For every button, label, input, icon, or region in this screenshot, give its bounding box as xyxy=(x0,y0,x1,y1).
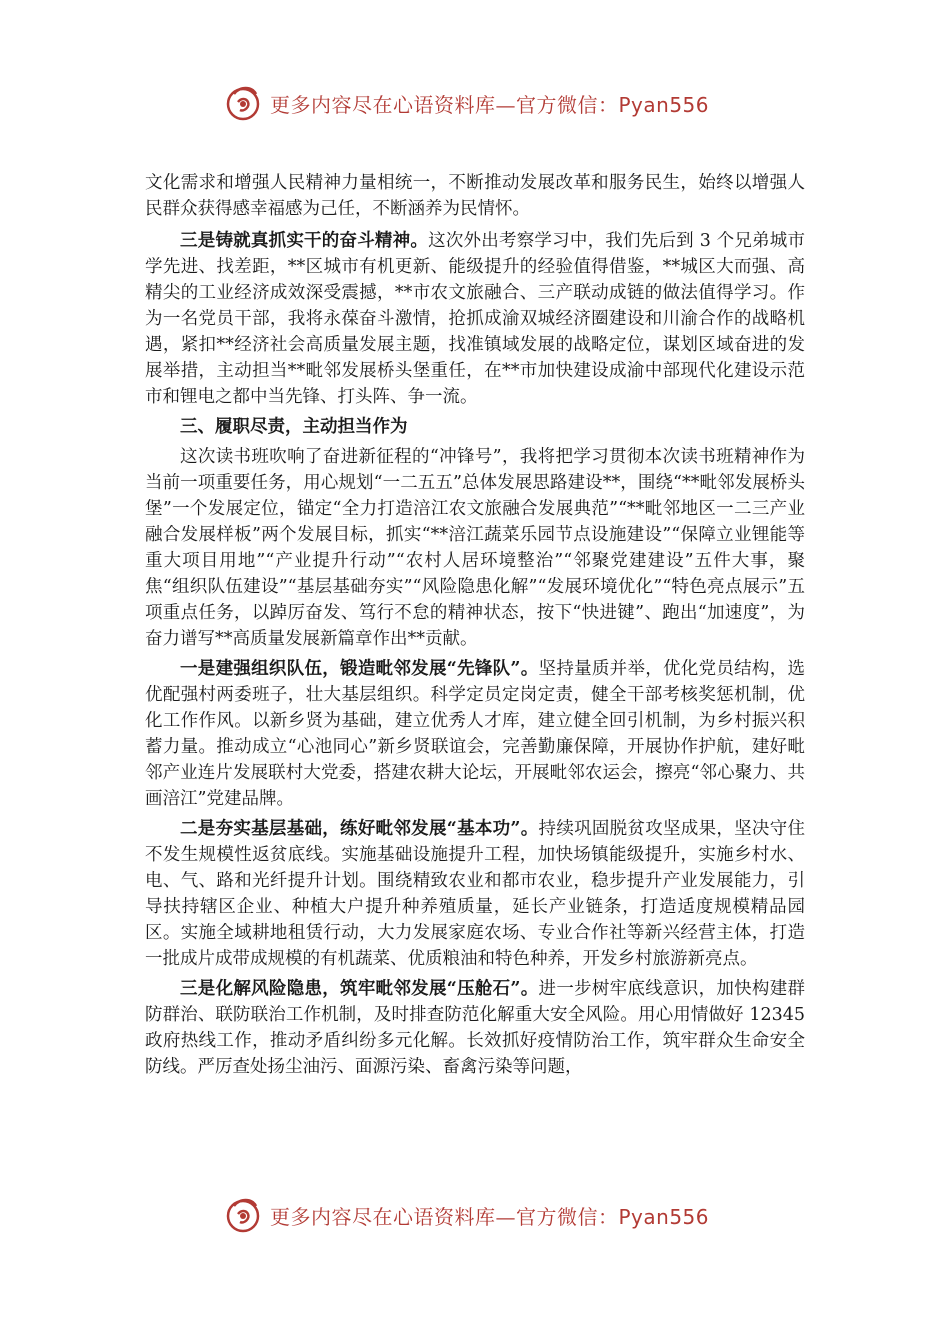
watermark-banner-bottom xyxy=(0,1190,950,1240)
paragraph-body: 进一步树牢底线意识，加快构建群防群治、联防联治工作机制，及时排查防范化解重大安全风险。用心用情做好 12345 政府热线工作，推动矛盾纠纷多元化解。长效抓好疫情防治工作，筑牢群众生命安全防线。严厉查处扬尘油污、面源污染、畜禽污染等问题， xyxy=(145,979,805,1077)
paragraph-lead: 三是化解风险隐患，筑牢毗邻发展“压舱石”。 xyxy=(180,979,539,999)
watermark-banner-top xyxy=(0,78,950,128)
watermark-text: 更多内容尽在心语资料库—官方微信： xyxy=(270,1204,619,1229)
paragraph-lead: 一是建强组织队伍，锻造毗邻发展“先锋队”。 xyxy=(180,659,539,679)
wechat-id: Pyan556 xyxy=(618,1204,710,1229)
paragraph-fighting-spirit xyxy=(145,228,805,410)
paragraph-body: 坚持量质并举，优化党员结构，选优配强村两委班子，壮大基层组织。科学定员定岗定责，健全干部考核奖惩机制，优化工作作风。以新乡贤为基础，建立优秀人才库，建立健全回引机制，为乡村振兴积蓄力量。推动成立“心池同心”新乡贤联谊会，完善勤廉保障，开展协作护航，建好毗邻产业连片发展联村大党委，搭建农耕大论坛，开展毗邻农运会，擦亮“邻心聚力、共画涪江”党建品牌。 xyxy=(145,659,805,809)
paragraph-risk xyxy=(145,976,805,1080)
watermark-text: 更多内容尽在心语资料库—官方微信： xyxy=(270,92,619,117)
paragraph-lead: 二是夯实基层基础，练好毗邻发展“基本功”。 xyxy=(180,819,539,839)
paragraph-grassroots xyxy=(145,816,805,972)
paragraph-body: 这次外出考察学习中，我们先后到 3 个兄弟城市学先进、找差距，**区城市有机更新、能级提升的经验值得借鉴，**城区大而强、高精尖的工业经济成效深受震撼，**市农文旅融合、三产联动成链的做法值得学习。作为一名党员干部，我将永葆奋斗激情，抢抓成渝双城经济圈建设和川渝合作的战略机遇，紧扣**经济社会高质量发展主题，找准镇域发展的战略定位，谋划区域奋进的发展举措，主动担当**毗邻发展桥头堡重任，在**市加快建设成渝中部现代化建设示范市和锂电之都中当先锋、打头阵、争一流。 xyxy=(145,231,805,407)
paragraph-lead: 三是铸就真抓实干的奋斗精神。 xyxy=(180,231,429,251)
paragraph-reading-class: 这次读书班吹响了奋进新征程的“冲锋号”，我将把学习贯彻本次读书班精神作为当前一项重要任务，用心规划“一二五五”总体发展思路建设**，围绕“**毗邻发展桥头堡”一个发展定位，锚定“全力打造涪江农文旅融合发展典范”“**毗邻地区一二三产业融合发展样板”两个发展目标，抓实“**涪江蔬菜乐园节点设施建设”“保障立业锂能等重大项目用地”“产业提升行动”“农村人居环境整治”“邻聚党建建设”五件大事，聚焦“组织队伍建设”“基层基础夯实”“风险隐患化解”“发展环境优化”“特色亮点展示”五项重点任务，以踔厉奋发、笃行不怠的精神状态，按下“快进键”、跑出“加速度”，为奋力谱写**高质量发展新篇章作出**贡献。 xyxy=(145,447,805,649)
section-heading: 三、履职尽责，主动担当作为 xyxy=(180,417,408,437)
brand-logo-icon xyxy=(222,82,264,124)
document-body xyxy=(145,170,805,1084)
wechat-id: Pyan556 xyxy=(618,92,710,117)
brand-logo-icon xyxy=(222,1194,264,1236)
paragraph-organization xyxy=(145,656,805,812)
paragraph-continued: 文化需求和增强人民精神力量相统一，不断推动发展改革和服务民生，始终以增强人民群众获得感幸福感为己任，不断涵养为民情怀。 xyxy=(145,173,805,219)
paragraph-body: 持续巩固脱贫攻坚成果，坚决守住不发生规模性返贫底线。实施基础设施提升工程，加快场镇能级提升，实施乡村水、电、气、路和光纤提升计划。围绕精致农业和都市农业，稳步提升产业发展能力，引导扶持辖区企业、种植大户提升种养殖质量，延长产业链条，打造适度规模精品园区。实施全域耕地租赁行动，大力发展家庭农场、专业合作社等新兴经营主体，打造一批成片成带成规模的有机蔬菜、优质粮油和特色种养，开发乡村旅游新亮点。 xyxy=(145,819,805,969)
